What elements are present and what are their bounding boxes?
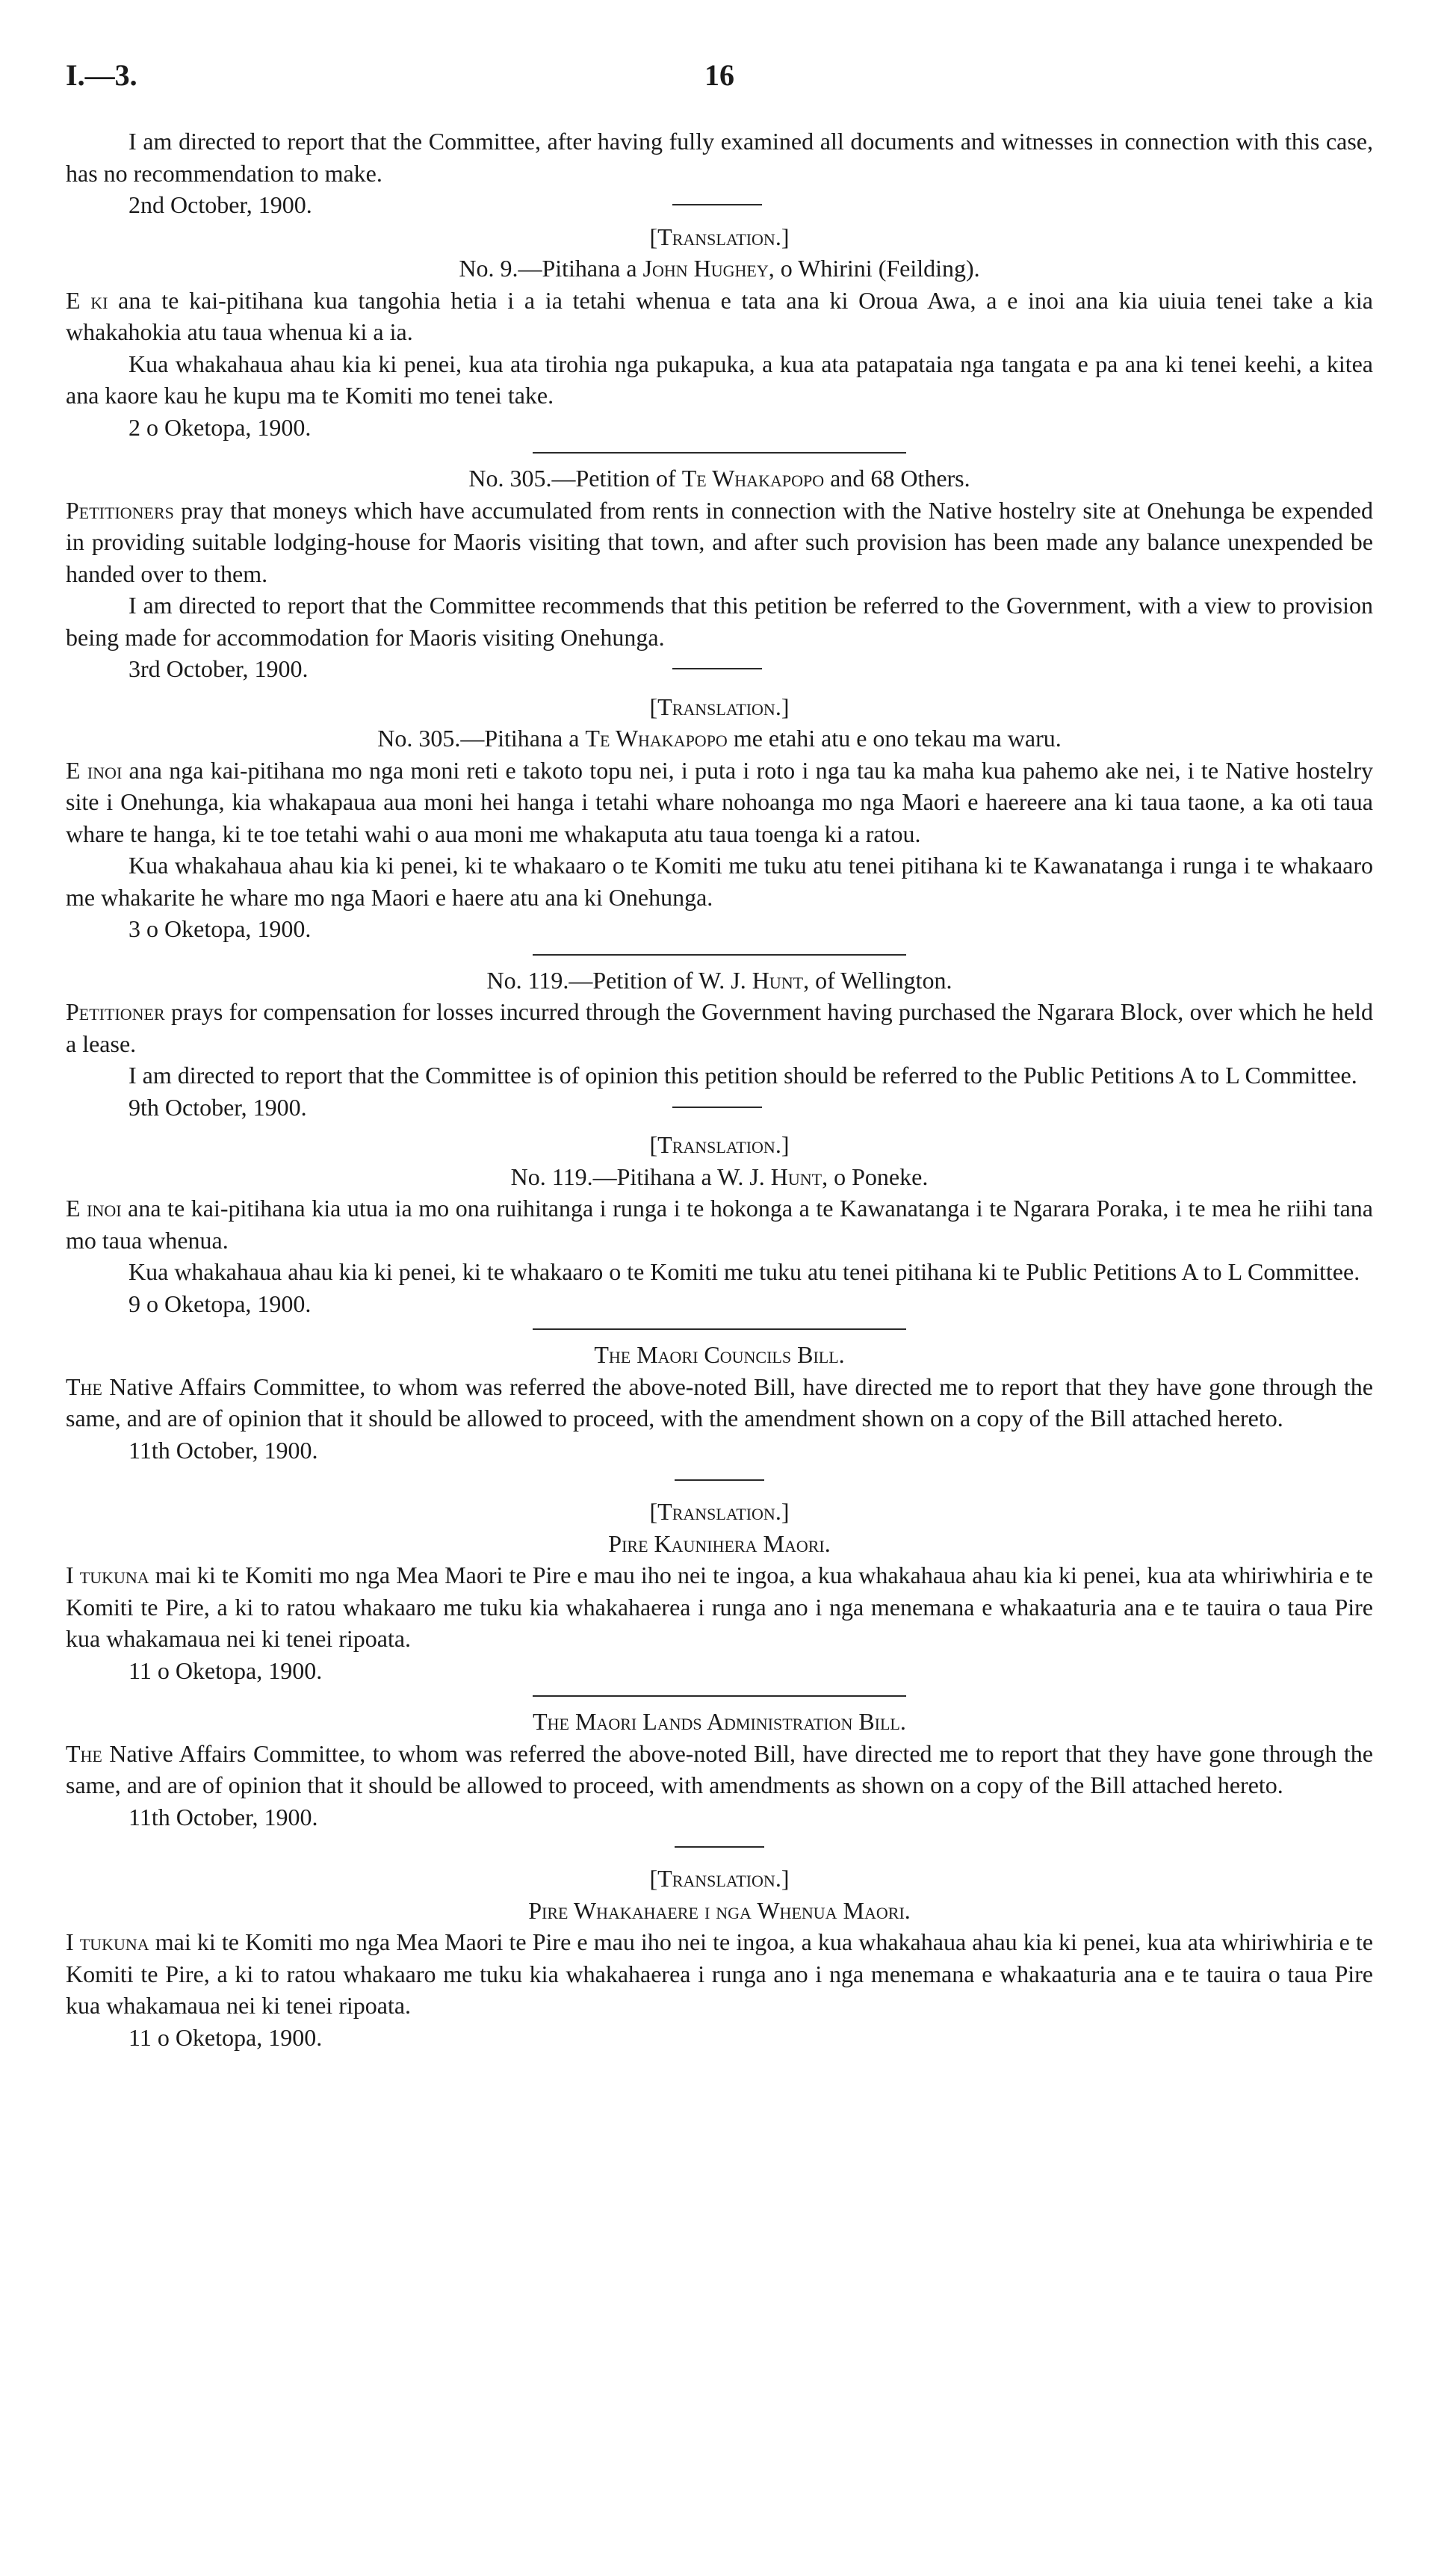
short-divider <box>672 204 762 205</box>
report-date: 3rd October, 1900. <box>128 655 309 682</box>
report-date: 2 o Oketopa, 1900. <box>128 413 312 441</box>
report-date: 11th October, 1900. <box>128 1803 318 1831</box>
intro-report <box>66 126 1373 221</box>
report-date: 9th October, 1900. <box>128 1093 307 1121</box>
report-date: 11 o Oketopa, 1900. <box>128 1656 323 1684</box>
maori-councils-bill <box>66 1339 1373 1466</box>
bill-report-body: I tukuna mai ki te Komiti mo nga Mea Maori te Pire e mau iho nei te ingoa, a kua whakahaua ahau kia ki penei, kua ata whiriwhiria e te Komiti te Pire, a ki to ratou whakaaro me tuku kia whakahaerea i runga ano i nga menemana e whakaaturia ana e te tauira o taua Pire kua whakamaua nei ki tenei ripoata. <box>66 1562 1373 1652</box>
petition-119 <box>66 965 1373 1124</box>
translation-label: [Translation.] <box>649 693 790 720</box>
translation-label: [Translation.] <box>649 1498 790 1525</box>
petitioner-name: John Hughey <box>642 255 769 282</box>
paper-reference: I.—3. <box>66 58 137 92</box>
petitioner-name: Hunt <box>770 1163 823 1190</box>
translation-label: [Translation.] <box>649 1865 790 1892</box>
petition-305 <box>66 462 1373 685</box>
report-paragraph: Kua whakahaua ahau kia ki penei, ki te whakaaro o te Komiti me tuku atu tenei pitihana ki te Public Petitions A to L Committee. <box>128 1258 1360 1285</box>
bill-report-body: The Native Affairs Committee, to whom was referred the above-noted Bill, have directed me to report that they have gone through the same, and are of opinion that it should be allowed to proceed, with the amendment shown on a copy of the Bill attached hereto. <box>66 1373 1373 1432</box>
page-header <box>66 60 1373 126</box>
bill-report-body: The Native Affairs Committee, to whom was referred the above-noted Bill, have directed me to report that they have gone through the same, and are of opinion that it should be allowed to proceed, with amendments as shown on a copy of the Bill attached hereto. <box>66 1739 1373 1798</box>
bill-title: The Maori Lands Administration Bill. <box>533 1708 906 1735</box>
petition-119-translation <box>66 1129 1373 1319</box>
maori-lands-administration-bill-translation <box>66 1863 1373 2053</box>
short-divider <box>672 1107 762 1108</box>
maori-councils-bill-translation <box>66 1496 1373 1686</box>
report-date: 2nd October, 1900. <box>128 191 312 218</box>
petition-9-translation <box>66 221 1373 444</box>
bill-title: Pire Kaunihera Maori. <box>608 1529 831 1557</box>
petitioner-name: Hunt <box>752 966 804 994</box>
petition-body: Petitioner prays for compensation for losses incurred through the Government having purchased the Ngarara Block, over which he held a lease. <box>66 998 1373 1057</box>
date-line <box>66 1092 1373 1124</box>
page-number: 16 <box>704 58 734 92</box>
report-date: 9 o Oketopa, 1900. <box>128 1290 312 1317</box>
date-line <box>66 653 1373 685</box>
petition-title: No. 9.—Pitihana a John Hughey, o Whirini (Feilding). <box>459 255 980 282</box>
petition-title: No. 305.—Petition of Te Whakapopo and 68 Others. <box>468 465 970 492</box>
report-date: 11 o Oketopa, 1900. <box>128 2023 323 2051</box>
report-paragraph: Kua whakahaua ahau kia ki penei, kua ata tirohia nga pukapuka, a kua ata patapataia nga tangata e pa ana ki tenei keehi, a kitea ana kaore kau he kupu ma te Komiti mo tenei take. <box>66 350 1373 409</box>
petition-title: No. 119.—Pitihana a W. J. Hunt, o Poneke. <box>510 1163 929 1190</box>
bill-report-body: I tukuna mai ki te Komiti mo nga Mea Maori te Pire e mau iho nei te ingoa, a kua whakahaua ahau kia ki penei, kua ata whiriwhiria e te Komiti te Pire, a ki to ratou whakaaro me tuku kia whakahaerea i runga ano i nga menemana e whakaaturia ana e te tauira o taua Pire kua whakamaua nei ki tenei ripoata. <box>66 1928 1373 2019</box>
petitioner-name: Te Whakapopo <box>585 725 728 752</box>
translation-label: [Translation.] <box>649 1131 790 1158</box>
petition-body: E inoi ana te kai-pitihana kia utua ia mo ona ruihitanga i runga i te hokonga a te Kawanatanga i te Ngarara Poraka, i te mea he riihi tana mo taua whenua. <box>66 1195 1373 1254</box>
date-line <box>66 189 1373 221</box>
petition-body: Petitioners pray that moneys which have accumulated from rents in connection with the Native hostelry site at Onehunga be expended in providing suitable lodging-house for Maoris visiting that town, and after such provision has been made any balance unexpended be handed over to them. <box>66 496 1373 587</box>
petition-title: No. 119.—Petition of W. J. Hunt, of Wellington. <box>486 966 952 994</box>
report-paragraph: I am directed to report that the Committee, after having fully examined all documents and witnesses in connection with this case, has no recommendation to make. <box>66 128 1373 187</box>
short-divider <box>675 1479 764 1481</box>
document-page <box>66 60 1373 2053</box>
report-paragraph: I am directed to report that the Committee recommends that this petition be referred to the Government, with a view to provision being made for accommodation for Maoris visiting Onehunga. <box>66 592 1373 651</box>
petitioner-name: Te Whakapopo <box>681 465 825 492</box>
short-divider <box>672 668 762 669</box>
report-date: 3 o Oketopa, 1900. <box>128 915 312 942</box>
short-divider <box>675 1846 764 1848</box>
section-divider <box>533 954 906 956</box>
report-date: 11th October, 1900. <box>128 1436 318 1464</box>
petition-body: E inoi ana nga kai-pitihana mo nga moni reti e takoto topu nei, i puta i roto i nga tau ka maha kua pahemo ake nei, i te Native hostelry site i Onehunga, kia whakapaua aua moni hei hanga i tetahi whare nohoanga mo nga Maori e haereere ana ki taua taone, a ka oti taua whare te hanga, ki te toe tetahi wahi o aua moni me whakaputa atu taua toenga ki a ratou. <box>66 756 1373 847</box>
report-paragraph: I am directed to report that the Committee is of opinion this petition should be referred to the Public Petitions A to L Committee. <box>128 1062 1357 1089</box>
translation-label: [Translation.] <box>649 223 790 250</box>
petition-305-translation <box>66 691 1373 945</box>
bill-title: Pire Whakahaere i nga Whenua Maori. <box>528 1896 911 1924</box>
maori-lands-administration-bill <box>66 1706 1373 1833</box>
petition-title: No. 305.—Pitihana a Te Whakapopo me etahi atu e ono tekau ma waru. <box>377 725 1062 752</box>
section-divider <box>533 1695 906 1697</box>
petition-body: E ki ana te kai-pitihana kua tangohia hetia i a ia tetahi whenua e tata ana ki Oroua Awa, a e inoi ana kia uiuia tenei take a kia whakahokia atu taua whenua ki a ia. <box>66 286 1373 345</box>
bill-title: The Maori Councils Bill. <box>594 1341 845 1368</box>
section-divider <box>533 1328 906 1330</box>
report-paragraph: Kua whakahaua ahau kia ki penei, ki te whakaaro o te Komiti me tuku atu tenei pitihana ki te Kawanatanga i runga i te whakaaro me whakarite he whare mo nga Maori e haere atu ana ki Onehunga. <box>66 852 1373 911</box>
section-divider <box>533 452 906 454</box>
